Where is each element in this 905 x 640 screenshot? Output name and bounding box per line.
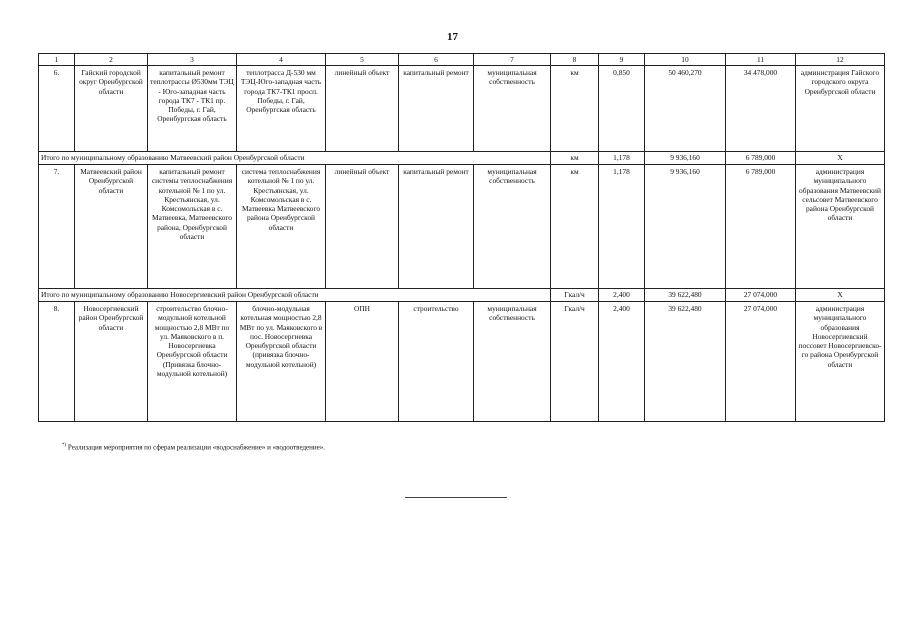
work-type-cell: строительство — [399, 302, 474, 422]
footnote-mark: *) — [62, 443, 67, 448]
unit-cell: Гкал/ч — [551, 289, 599, 302]
executor-cell: X — [796, 289, 885, 302]
header-cell: 3 — [148, 54, 237, 66]
subtotal-row — [39, 152, 885, 165]
footnote-text: Реализация мероприятия по сферам реализации «водоснабжение» и «водоотведение». — [67, 443, 325, 452]
funding-cell: 27 074,000 — [726, 289, 796, 302]
header-cell: 10 — [645, 54, 726, 66]
funding-cell: 6 789,000 — [726, 152, 796, 165]
header-cell: 12 — [796, 54, 885, 66]
header-cell: 2 — [75, 54, 148, 66]
ownership-cell: муниципальная собственность — [474, 165, 551, 289]
row-number: 7. — [39, 165, 75, 289]
header-cell: 9 — [599, 54, 645, 66]
capacity-cell: 1,178 — [599, 165, 645, 289]
unit-cell: км — [551, 152, 599, 165]
cost-cell: 39 622,480 — [645, 302, 726, 422]
work-type-cell: капитальный ремонт — [399, 165, 474, 289]
header-cell: 4 — [237, 54, 326, 66]
measure-name-cell: строительство блочно-модульной котельной мощностью 2,8 МВт по ул. Маяковского в п. Новосергиевка Оренбургской области (Привязка блочно-модульной котельной) — [148, 302, 237, 422]
row-number: 8. — [39, 302, 75, 422]
territory-cell: Новосергиевский район Оренбургской области — [75, 302, 148, 422]
header-cell: 8 — [551, 54, 599, 66]
cost-cell: 9 936,160 — [645, 165, 726, 289]
header-cell: 11 — [726, 54, 796, 66]
end-divider — [405, 497, 507, 498]
object-type-cell: линейный объект — [326, 66, 399, 152]
executor-cell: администрация муниципального образования Матвеевский сельсовет Матвеевского района Оренбургской области — [796, 165, 885, 289]
object-cell: теплотрасса Д-530 мм ТЭЦ-Юго-западная часть города ТК7-ТК1 просп. Победы, г. Гай, Оренбургская область — [237, 66, 326, 152]
cost-cell: 9 936,160 — [645, 152, 726, 165]
object-type-cell: линейный объект — [326, 165, 399, 289]
header-cell: 1 — [39, 54, 75, 66]
subtotal-label: Итого по муниципальному образованию Новосергиевский район Оренбургской области — [39, 289, 551, 302]
territory-cell: Гайский городской округ Оренбургской области — [75, 66, 148, 152]
page-number: 17 — [447, 31, 458, 43]
row-number: 6. — [39, 66, 75, 152]
table-row — [39, 66, 885, 152]
executor-cell: X — [796, 152, 885, 165]
unit-cell: Гкал/ч — [551, 302, 599, 422]
unit-cell: км — [551, 66, 599, 152]
funding-cell: 34 478,000 — [726, 66, 796, 152]
header-cell: 5 — [326, 54, 399, 66]
territory-cell: Матвеевский район Оренбургской области — [75, 165, 148, 289]
subtotal-label: Итого по муниципальному образованию Матвеевский район Оренбургской области — [39, 152, 551, 165]
investment-program-table — [38, 53, 885, 422]
unit-cell: км — [551, 165, 599, 289]
object-cell: блочно-модульная котельная мощностью 2,8 МВт по ул. Маяковского в пос. Новосергиевка Оренбургской области (привязка блочно-модульной котельной) — [237, 302, 326, 422]
funding-cell: 27 074,000 — [726, 302, 796, 422]
funding-cell: 6 789,000 — [726, 165, 796, 289]
object-type-cell: ОПН — [326, 302, 399, 422]
header-cell: 6 — [399, 54, 474, 66]
header-cell: 7 — [474, 54, 551, 66]
measure-name-cell: капитальный ремонт теплотрассы Ø530мм ТЭЦ - Юго-западная часть города ТК7 - ТК1 пр. Победы, г. Гай, Оренбургская область — [148, 66, 237, 152]
subtotal-row — [39, 289, 885, 302]
table-row — [39, 165, 885, 289]
table-row — [39, 302, 885, 422]
cost-cell: 50 460,270 — [645, 66, 726, 152]
executor-cell: администрация Гайского городского округа Оренбургской области — [796, 66, 885, 152]
capacity-cell: 2,400 — [599, 302, 645, 422]
capacity-cell: 0,850 — [599, 66, 645, 152]
capacity-cell: 1,178 — [599, 152, 645, 165]
work-type-cell: капитальный ремонт — [399, 66, 474, 152]
measure-name-cell: капитальный ремонт системы теплоснабжения котельной № 1 по ул. Крестьянская, ул. Комсомольская в с. Матвеевка, Матвеевского района, Оренбургской области — [148, 165, 237, 289]
executor-cell: администрация муниципального образования Новосергиевский поссовет Новосергиевско-го района Оренбургской области — [796, 302, 885, 422]
ownership-cell: муниципальная собственность — [474, 66, 551, 152]
object-cell: система теплоснабжения котельной № 1 по ул. Крестьянская, ул. Комсомольская в с. Матвеевка Матвеевского района Оренбургской области — [237, 165, 326, 289]
cost-cell: 39 622,480 — [645, 289, 726, 302]
ownership-cell: муниципальная собственность — [474, 302, 551, 422]
footnote — [62, 443, 325, 451]
capacity-cell: 2,400 — [599, 289, 645, 302]
column-number-row — [39, 54, 885, 66]
